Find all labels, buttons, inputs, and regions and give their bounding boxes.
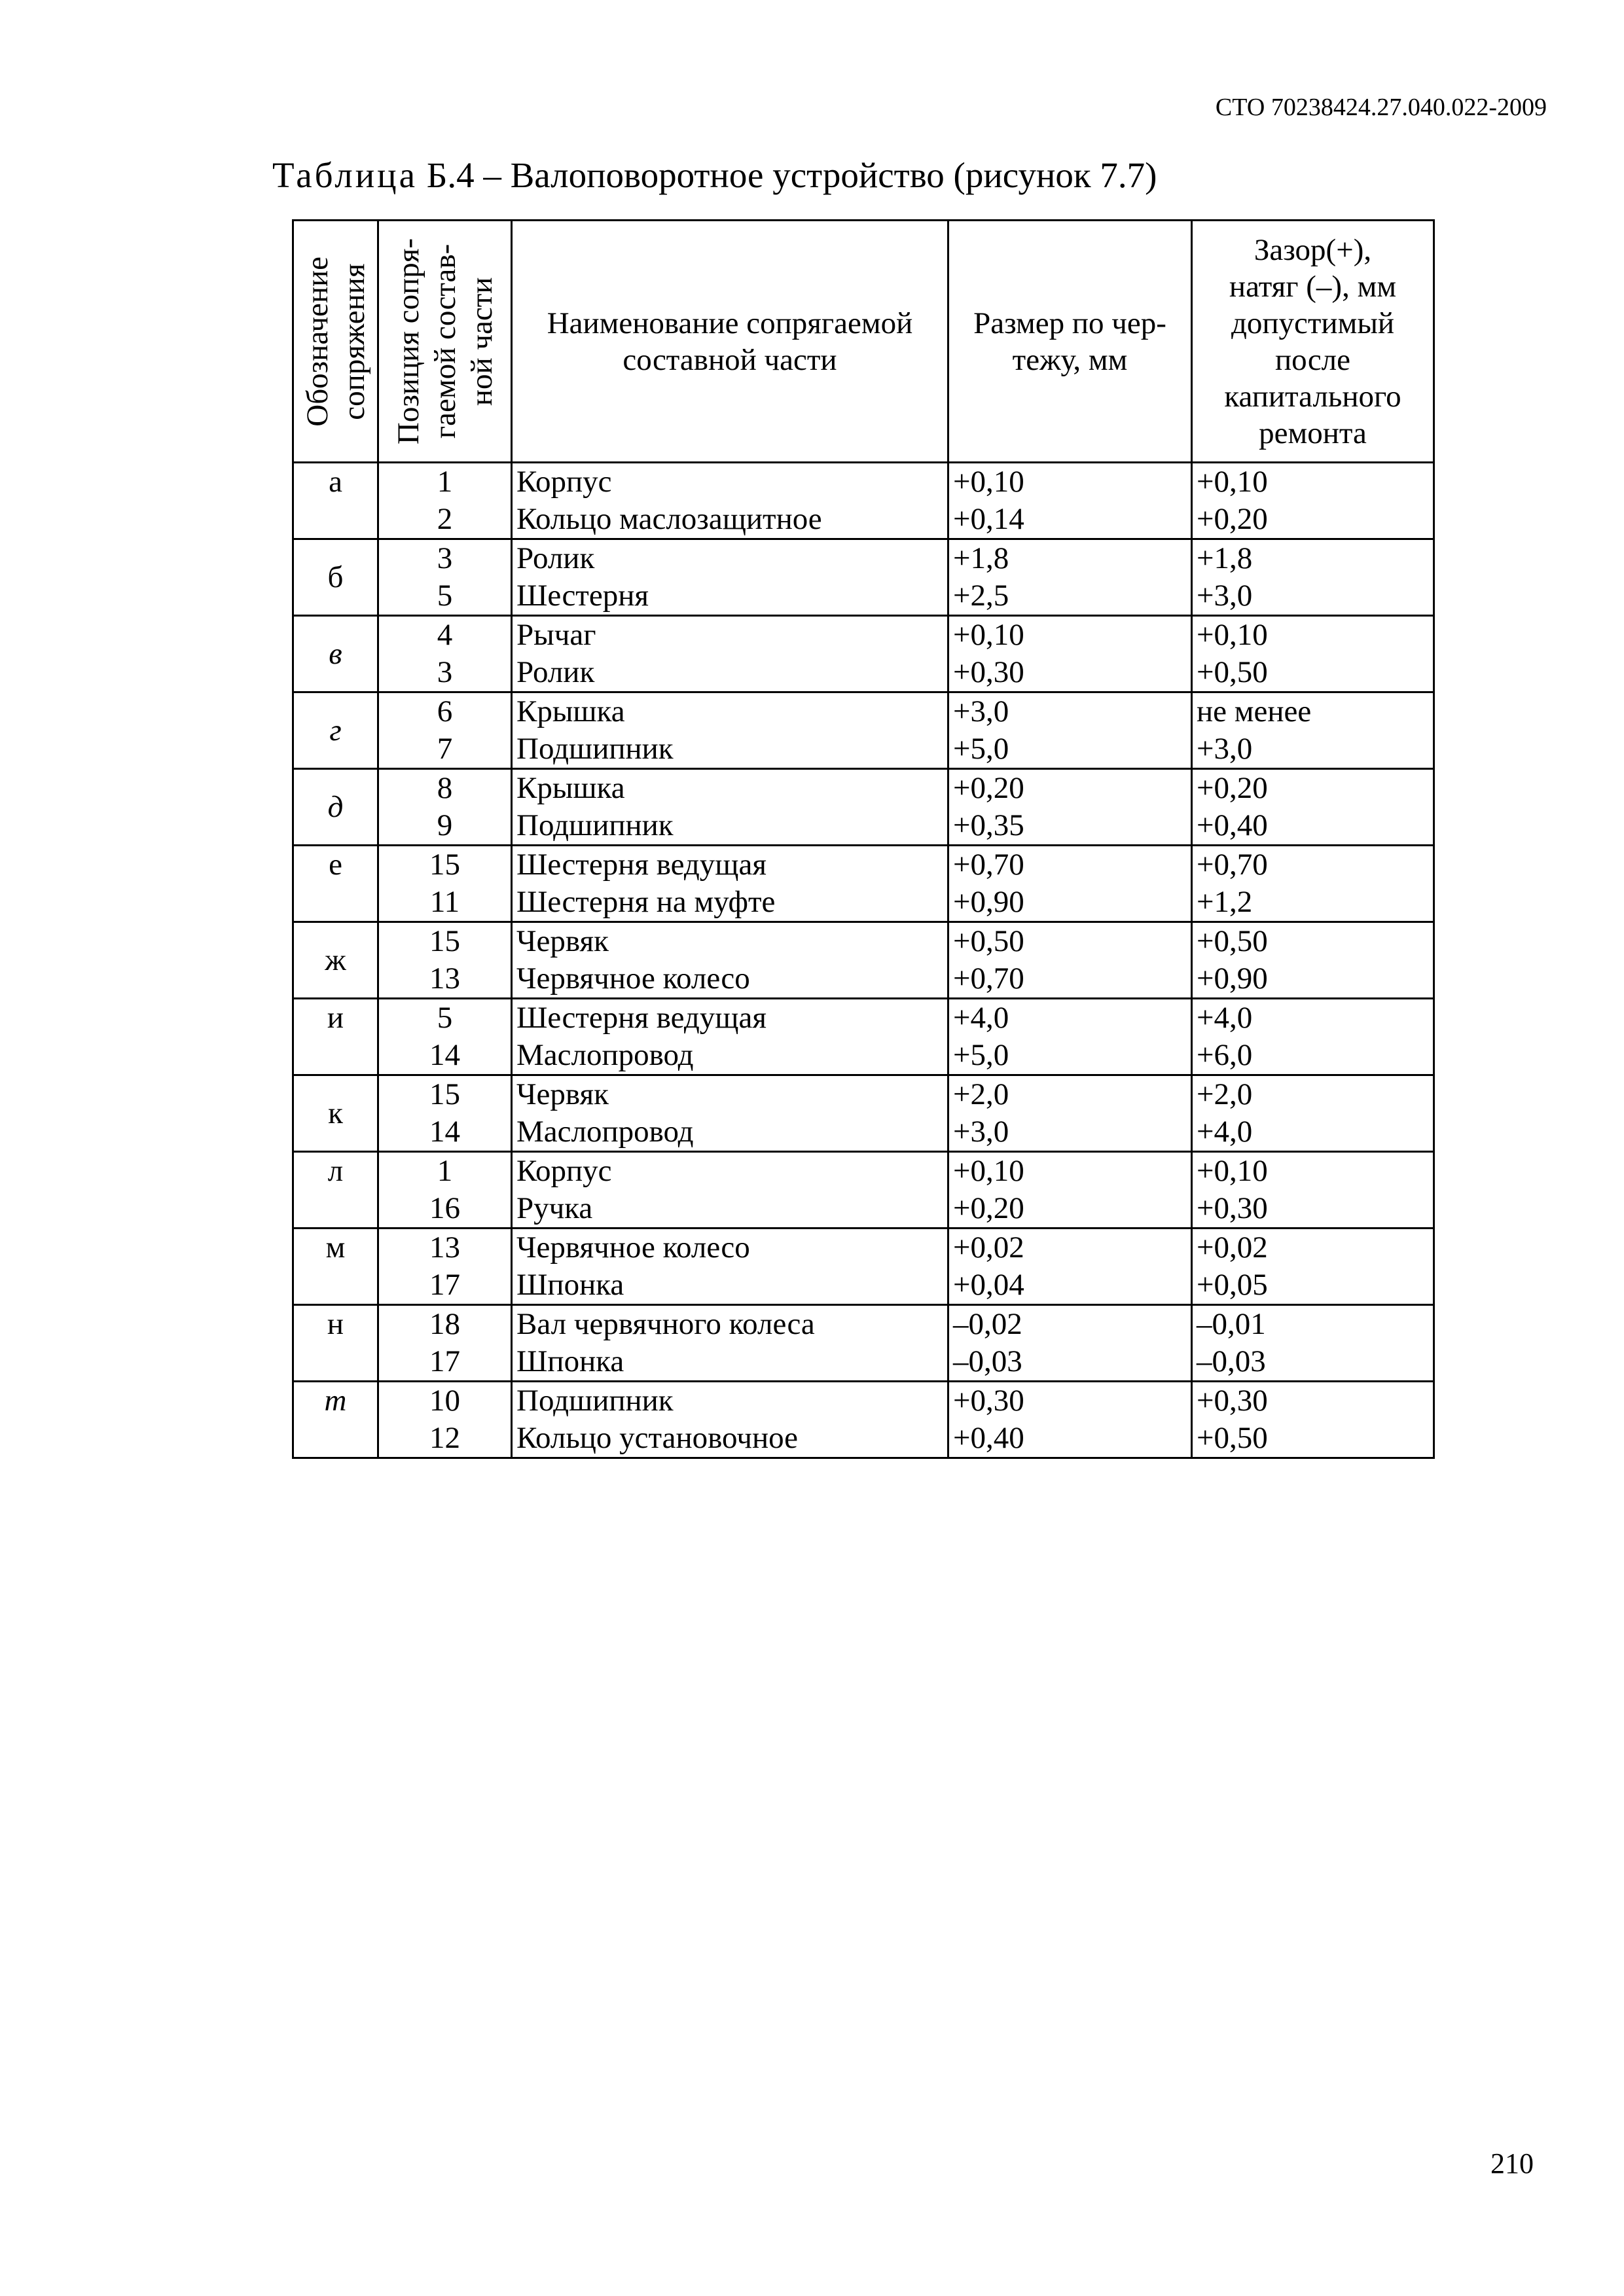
allowed-gap-value: +3,0 <box>1197 732 1253 766</box>
table-row-group <box>293 616 1434 692</box>
designation-letter: е <box>329 848 342 882</box>
drawing-size-value: +0,02 <box>953 1230 1024 1265</box>
table-row-group <box>293 539 1434 616</box>
drawing-size-cell <box>948 1382 1192 1458</box>
drawing-size-cell <box>948 846 1192 922</box>
designation-cell <box>293 539 378 616</box>
designation-cell <box>293 1075 378 1152</box>
part-name: Шестерня ведущая <box>516 1001 767 1035</box>
part-name-cell <box>512 1229 948 1305</box>
designation-letter: б <box>327 560 344 594</box>
allowed-gap-value: +0,05 <box>1197 1268 1268 1302</box>
part-name: Шестерня <box>516 579 649 613</box>
position-cell <box>378 539 512 616</box>
allowed-gap-value: +6,0 <box>1197 1038 1253 1072</box>
position-value: 15 <box>429 1077 460 1111</box>
position-value: 6 <box>437 694 453 728</box>
part-name-cell <box>512 1305 948 1382</box>
allowed-gap-cell <box>1192 769 1434 846</box>
part-name: Маслопровод <box>516 1038 694 1072</box>
allowed-gap-value: +3,0 <box>1197 579 1253 613</box>
drawing-size-value: +0,10 <box>953 618 1024 652</box>
designation-letter: и <box>327 1001 344 1035</box>
allowed-gap-value: +0,10 <box>1197 618 1268 652</box>
designation-cell <box>293 616 378 692</box>
part-name: Шпонка <box>516 1268 624 1302</box>
header-gap: Зазор(+), натяг (–), мм допустимый после капитального ремонта <box>1192 221 1434 463</box>
drawing-size-cell <box>948 999 1192 1075</box>
position-value: 10 <box>429 1384 460 1418</box>
table-row-group <box>293 999 1434 1075</box>
position-cell <box>378 999 512 1075</box>
drawing-size-value: –0,02 <box>953 1307 1022 1341</box>
drawing-size-value: +0,14 <box>953 502 1024 536</box>
designation-letter: в <box>329 636 342 671</box>
designation-cell <box>293 463 378 539</box>
specification-table <box>292 219 1435 1459</box>
designation-cell <box>293 846 378 922</box>
designation-letter: т <box>324 1384 347 1418</box>
designation-letter: д <box>327 789 344 824</box>
part-name: Вал червячного колеса <box>516 1307 815 1341</box>
position-value: 4 <box>437 618 453 652</box>
drawing-size-value: +0,40 <box>953 1421 1024 1455</box>
allowed-gap-cell <box>1192 922 1434 999</box>
position-value: 14 <box>429 1038 460 1072</box>
position-cell <box>378 922 512 999</box>
allowed-gap-cell <box>1192 539 1434 616</box>
part-name: Червячное колесо <box>516 1230 750 1265</box>
part-name-cell <box>512 1382 948 1458</box>
designation-cell <box>293 1229 378 1305</box>
drawing-size-cell <box>948 463 1192 539</box>
position-value: 18 <box>429 1307 460 1341</box>
position-value: 11 <box>429 885 460 919</box>
allowed-gap-value: +0,10 <box>1197 465 1268 499</box>
drawing-size-value: +3,0 <box>953 1115 1009 1149</box>
drawing-size-value: +0,30 <box>953 1384 1024 1418</box>
part-name: Кольцо установочное <box>516 1421 799 1455</box>
part-name: Червяк <box>516 1077 609 1111</box>
drawing-size-value: +4,0 <box>953 1001 1009 1035</box>
position-value: 17 <box>429 1344 460 1378</box>
allowed-gap-value: +1,8 <box>1197 541 1253 575</box>
part-name: Шпонка <box>516 1344 624 1378</box>
drawing-size-value: +0,35 <box>953 808 1024 842</box>
position-cell <box>378 846 512 922</box>
drawing-size-value: +1,8 <box>953 541 1009 575</box>
table-title-text: Б.4 – Валоповоротное устройство (рисунок 7.7) <box>426 155 1157 195</box>
part-name: Крышка <box>516 771 625 805</box>
part-name: Ролик <box>516 541 595 575</box>
position-value: 14 <box>429 1115 460 1149</box>
allowed-gap-value: +0,50 <box>1197 1421 1268 1455</box>
drawing-size-value: +0,70 <box>953 848 1024 882</box>
drawing-size-cell <box>948 1229 1192 1305</box>
table-row-group <box>293 1075 1434 1152</box>
designation-cell <box>293 922 378 999</box>
allowed-gap-cell <box>1192 1229 1434 1305</box>
drawing-size-cell <box>948 1075 1192 1152</box>
part-name: Подшипник <box>516 732 674 766</box>
designation-letter: л <box>327 1154 344 1188</box>
position-value: 17 <box>429 1268 460 1302</box>
header-position: Позиция сопря- гаемой состав- ной части <box>378 221 512 463</box>
drawing-size-cell <box>948 539 1192 616</box>
drawing-size-value: +0,30 <box>953 655 1024 689</box>
drawing-size-cell <box>948 922 1192 999</box>
allowed-gap-value: +0,20 <box>1197 502 1268 536</box>
position-value: 9 <box>437 808 453 842</box>
position-cell <box>378 463 512 539</box>
drawing-size-value: +0,20 <box>953 771 1024 805</box>
part-name: Подшипник <box>516 1384 674 1418</box>
position-value: 12 <box>429 1421 460 1455</box>
part-name: Червяк <box>516 924 609 958</box>
header-designation: Обозначение сопряжения <box>293 221 378 463</box>
part-name: Ролик <box>516 655 595 689</box>
position-value: 5 <box>437 579 453 613</box>
allowed-gap-cell <box>1192 999 1434 1075</box>
page-number: 210 <box>1490 2147 1534 2179</box>
part-name: Шестерня на муфте <box>516 885 776 919</box>
designation-letter: н <box>327 1307 344 1341</box>
part-name-cell <box>512 692 948 769</box>
allowed-gap-cell <box>1192 616 1434 692</box>
part-name: Подшипник <box>516 808 674 842</box>
table-row-group <box>293 846 1434 922</box>
position-value: 13 <box>429 1230 460 1265</box>
position-value: 13 <box>429 961 460 996</box>
drawing-size-value: +0,04 <box>953 1268 1024 1302</box>
header-size: Размер по чер- тежу, мм <box>948 221 1192 463</box>
table-row-group <box>293 692 1434 769</box>
designation-cell <box>293 692 378 769</box>
allowed-gap-cell <box>1192 1382 1434 1458</box>
allowed-gap-value: +0,90 <box>1197 961 1268 996</box>
drawing-size-value: –0,03 <box>953 1344 1022 1378</box>
part-name: Рычаг <box>516 618 596 652</box>
position-value: 3 <box>437 541 453 575</box>
designation-cell <box>293 1152 378 1229</box>
part-name: Шестерня ведущая <box>516 848 767 882</box>
part-name-cell <box>512 1152 948 1229</box>
allowed-gap-cell <box>1192 692 1434 769</box>
designation-letter: а <box>329 465 342 499</box>
allowed-gap-value: –0,03 <box>1197 1344 1266 1378</box>
header-name: Наименование сопрягаемой составной части <box>512 221 948 463</box>
drawing-size-value: +0,10 <box>953 1154 1024 1188</box>
part-name: Маслопровод <box>516 1115 694 1149</box>
table-row-group <box>293 1382 1434 1458</box>
part-name: Корпус <box>516 465 612 499</box>
table-row-group <box>293 769 1434 846</box>
allowed-gap-value: +0,10 <box>1197 1154 1268 1188</box>
position-cell <box>378 1305 512 1382</box>
part-name-cell <box>512 463 948 539</box>
designation-letter: г <box>329 713 342 747</box>
drawing-size-cell <box>948 616 1192 692</box>
position-value: 15 <box>429 848 460 882</box>
allowed-gap-cell <box>1192 846 1434 922</box>
table-header-row <box>293 221 1434 463</box>
allowed-gap-value: +0,70 <box>1197 848 1268 882</box>
drawing-size-value: +3,0 <box>953 694 1009 728</box>
part-name-cell <box>512 539 948 616</box>
allowed-gap-cell <box>1192 1305 1434 1382</box>
drawing-size-value: +0,20 <box>953 1191 1024 1225</box>
position-cell <box>378 616 512 692</box>
part-name-cell <box>512 999 948 1075</box>
position-value: 15 <box>429 924 460 958</box>
designation-cell <box>293 999 378 1075</box>
drawing-size-value: +2,0 <box>953 1077 1009 1111</box>
allowed-gap-value: +4,0 <box>1197 1001 1253 1035</box>
position-value: 7 <box>437 732 453 766</box>
position-cell <box>378 1382 512 1458</box>
drawing-size-cell <box>948 769 1192 846</box>
drawing-size-value: +0,50 <box>953 924 1024 958</box>
designation-cell <box>293 1305 378 1382</box>
table-row-group <box>293 1305 1434 1382</box>
drawing-size-value: +0,90 <box>953 885 1024 919</box>
allowed-gap-value: +0,20 <box>1197 771 1268 805</box>
position-value: 2 <box>437 502 453 536</box>
allowed-gap-value: +0,50 <box>1197 655 1268 689</box>
allowed-gap-value: +2,0 <box>1197 1077 1253 1111</box>
drawing-size-value: +2,5 <box>953 579 1009 613</box>
table-row-group <box>293 1229 1434 1305</box>
part-name-cell <box>512 769 948 846</box>
table-row-group <box>293 463 1434 539</box>
position-value: 3 <box>437 655 453 689</box>
drawing-size-value: +0,70 <box>953 961 1024 996</box>
table-row-group <box>293 1152 1434 1229</box>
position-value: 1 <box>437 465 453 499</box>
position-value: 8 <box>437 771 453 805</box>
designation-cell <box>293 1382 378 1458</box>
allowed-gap-value: –0,01 <box>1197 1307 1266 1341</box>
part-name: Крышка <box>516 694 625 728</box>
drawing-size-value: +5,0 <box>953 1038 1009 1072</box>
allowed-gap-value: +0,30 <box>1197 1191 1268 1225</box>
designation-letter: ж <box>325 942 346 977</box>
table-body <box>293 463 1434 1458</box>
table-title <box>272 154 1157 196</box>
designation-letter: к <box>328 1096 343 1130</box>
table-title-prefix: Таблица <box>272 155 418 195</box>
allowed-gap-value: +0,30 <box>1197 1384 1268 1418</box>
allowed-gap-value: +4,0 <box>1197 1115 1253 1149</box>
part-name-cell <box>512 616 948 692</box>
position-cell <box>378 692 512 769</box>
position-cell <box>378 1075 512 1152</box>
position-cell <box>378 769 512 846</box>
position-value: 1 <box>437 1154 453 1188</box>
position-value: 16 <box>429 1191 460 1225</box>
drawing-size-cell <box>948 692 1192 769</box>
part-name: Ручка <box>516 1191 593 1225</box>
allowed-gap-cell <box>1192 1075 1434 1152</box>
part-name: Червячное колесо <box>516 961 750 996</box>
allowed-gap-value: +0,40 <box>1197 808 1268 842</box>
drawing-size-cell <box>948 1152 1192 1229</box>
part-name-cell <box>512 922 948 999</box>
part-name: Кольцо маслозащитное <box>516 502 822 536</box>
allowed-gap-cell <box>1192 1152 1434 1229</box>
table-row-group <box>293 922 1434 999</box>
designation-cell <box>293 769 378 846</box>
position-cell <box>378 1152 512 1229</box>
drawing-size-value: +0,10 <box>953 465 1024 499</box>
allowed-gap-value: не менее <box>1197 694 1312 728</box>
position-value: 5 <box>437 1001 453 1035</box>
designation-letter: м <box>325 1230 346 1265</box>
allowed-gap-value: +0,50 <box>1197 924 1268 958</box>
part-name-cell <box>512 1075 948 1152</box>
allowed-gap-cell <box>1192 463 1434 539</box>
allowed-gap-value: +1,2 <box>1197 885 1253 919</box>
part-name: Корпус <box>516 1154 612 1188</box>
document-code: СТО 70238424.27.040.022-2009 <box>1215 94 1547 121</box>
drawing-size-value: +5,0 <box>953 732 1009 766</box>
position-cell <box>378 1229 512 1305</box>
allowed-gap-value: +0,02 <box>1197 1230 1268 1265</box>
part-name-cell <box>512 846 948 922</box>
drawing-size-cell <box>948 1305 1192 1382</box>
